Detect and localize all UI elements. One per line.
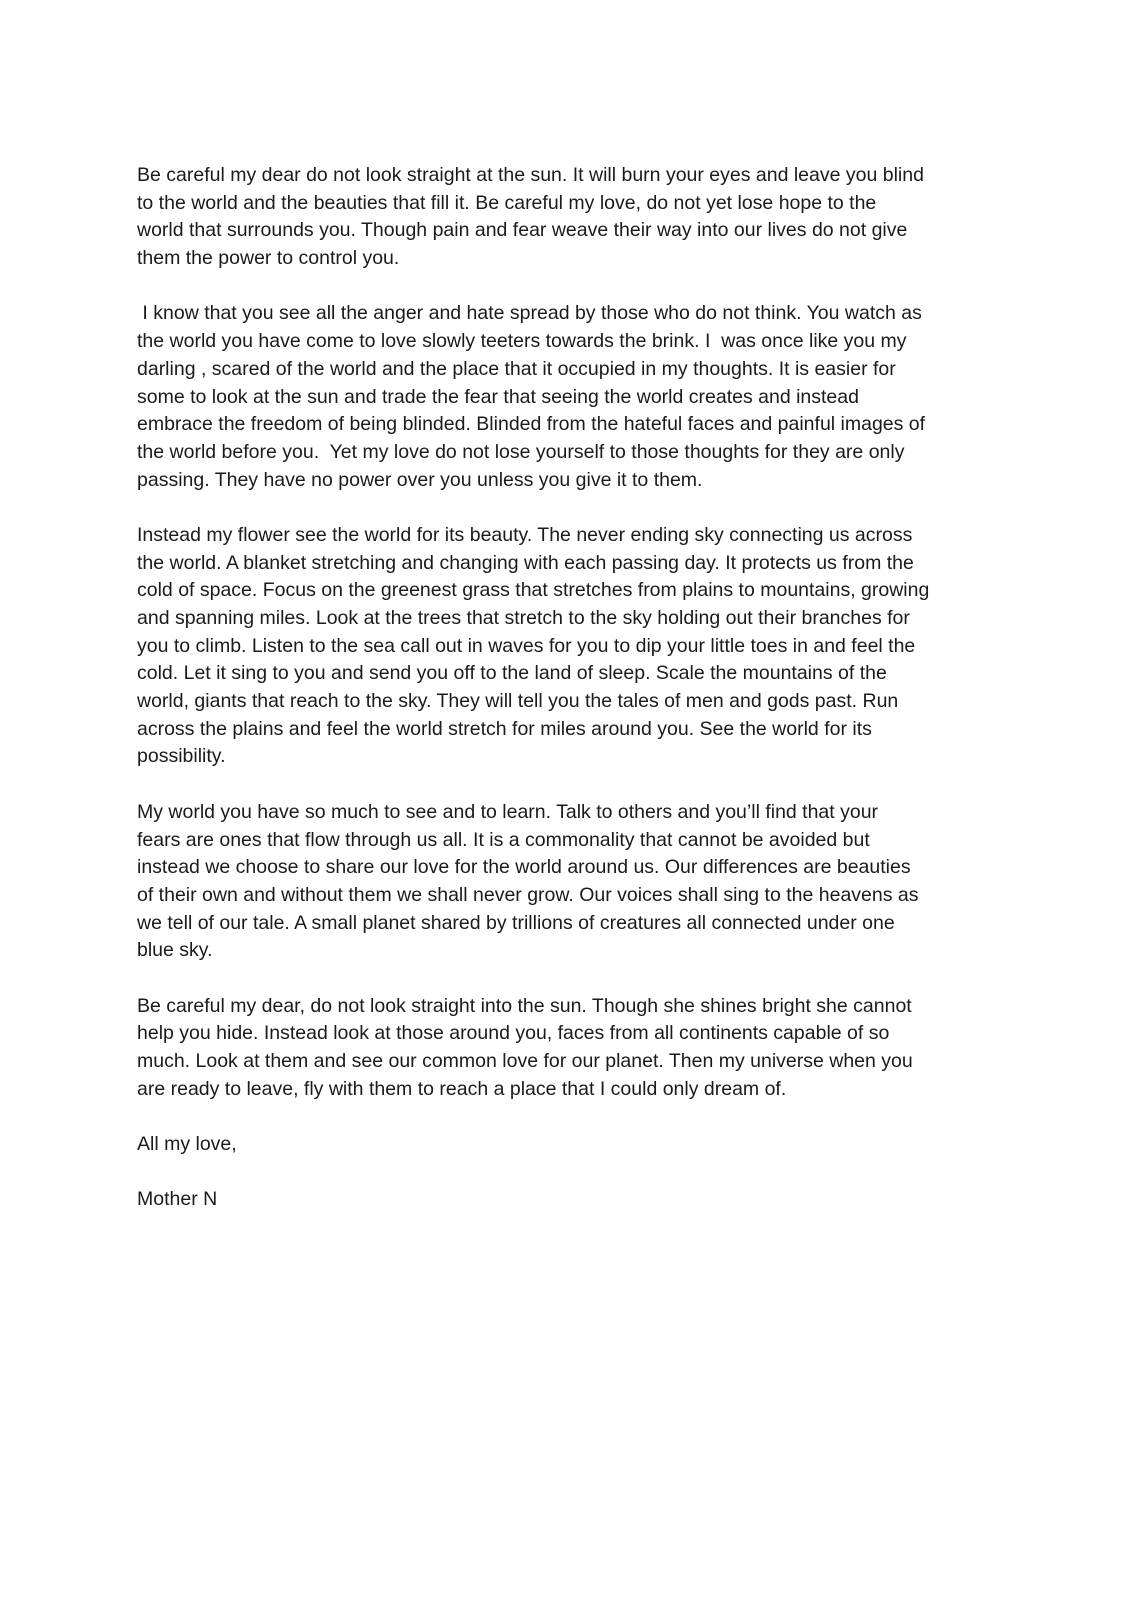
text-line: world, giants that reach to the sky. They will tell you the tales of men and gods past. Run <box>137 690 899 713</box>
text-line: world that surrounds you. Though pain and fear weave their way into our lives do not give <box>137 219 908 242</box>
letter-body <box>137 162 993 1214</box>
text-line: possibility. <box>137 745 226 768</box>
letter-signature <box>137 1186 993 1214</box>
paragraph-5 <box>137 993 993 1104</box>
text-line: them the power to control you. <box>137 247 400 270</box>
text-line: Be careful my dear do not look straight at the sun. It will burn your eyes and leave you blind <box>137 164 924 186</box>
text-line: fears are ones that flow through us all. It is a commonality that cannot be avoided but <box>137 828 870 851</box>
text-line: cold. Let it sing to you and send you off to the land of sleep. Scale the mountains of the <box>137 662 887 685</box>
text-line: you to climb. Listen to the sea call out in waves for you to dip your little toes in and feel the <box>137 634 916 657</box>
paragraph-2 <box>137 300 993 494</box>
text-line: are ready to leave, fly with them to reach a place that I could only dream of. <box>137 1077 787 1100</box>
text-line: across the plains and feel the world stretch for miles around you. See the world for its <box>137 717 872 740</box>
text-line: help you hide. Instead look at those around you, faces from all continents capable of so <box>137 1022 890 1045</box>
text-line: passing. They have no power over you unless you give it to them. <box>137 468 703 491</box>
text-line: the world you have come to love slowly teeters towards the brink. I was once like you my <box>137 330 907 353</box>
closing-text: All my love, <box>137 1133 237 1156</box>
paragraph-4 <box>137 799 993 965</box>
text-line: cold of space. Focus on the greenest grass that stretches from plains to mountains, growing <box>137 579 930 602</box>
text-line: much. Look at them and see our common love for our planet. Then my universe when you <box>137 1050 913 1072</box>
text-line: some to look at the sun and trade the fear that seeing the world creates and instead <box>137 385 859 408</box>
text-line: Instead my flower see the world for its beauty. The never ending sky connecting us across <box>137 523 913 546</box>
letter-closing <box>137 1131 993 1159</box>
text-line: the world before you. Yet my love do not lose yourself to those thoughts for they are only <box>137 440 905 463</box>
text-line: of their own and without them we shall never grow. Our voices shall sing to the heavens as <box>137 883 919 906</box>
paragraph-1 <box>137 162 993 273</box>
text-line: My world you have so much to see and to learn. Talk to others and you’ll find that your <box>137 800 879 823</box>
text-line: darling , scared of the world and the place that it occupied in my thoughts. It is easier for <box>137 357 896 380</box>
signature-text: Mother N <box>137 1188 218 1211</box>
text-line: we tell of our tale. A small planet shared by trillions of creatures all connected under one <box>137 911 895 934</box>
text-line: to the world and the beauties that fill it. Be careful my love, do not yet lose hope to the <box>137 191 877 214</box>
text-line: blue sky. <box>137 939 213 962</box>
text-line: embrace the freedom of being blinded. Blinded from the hateful faces and painful images of <box>137 413 926 436</box>
text-line: and spanning miles. Look at the trees that stretch to the sky holding out their branches for <box>137 607 910 629</box>
paragraph-3 <box>137 522 993 771</box>
text-line: instead we choose to share our love for the world around us. Our differences are beauties <box>137 856 911 879</box>
text-line: the world. A blanket stretching and changing with each passing day. It protects us from the <box>137 551 914 574</box>
text-line: Be careful my dear, do not look straight into the sun. Though she shines bright she cannot <box>137 994 912 1017</box>
text-line: I know that you see all the anger and hate spread by those who do not think. You watch as <box>137 302 922 325</box>
